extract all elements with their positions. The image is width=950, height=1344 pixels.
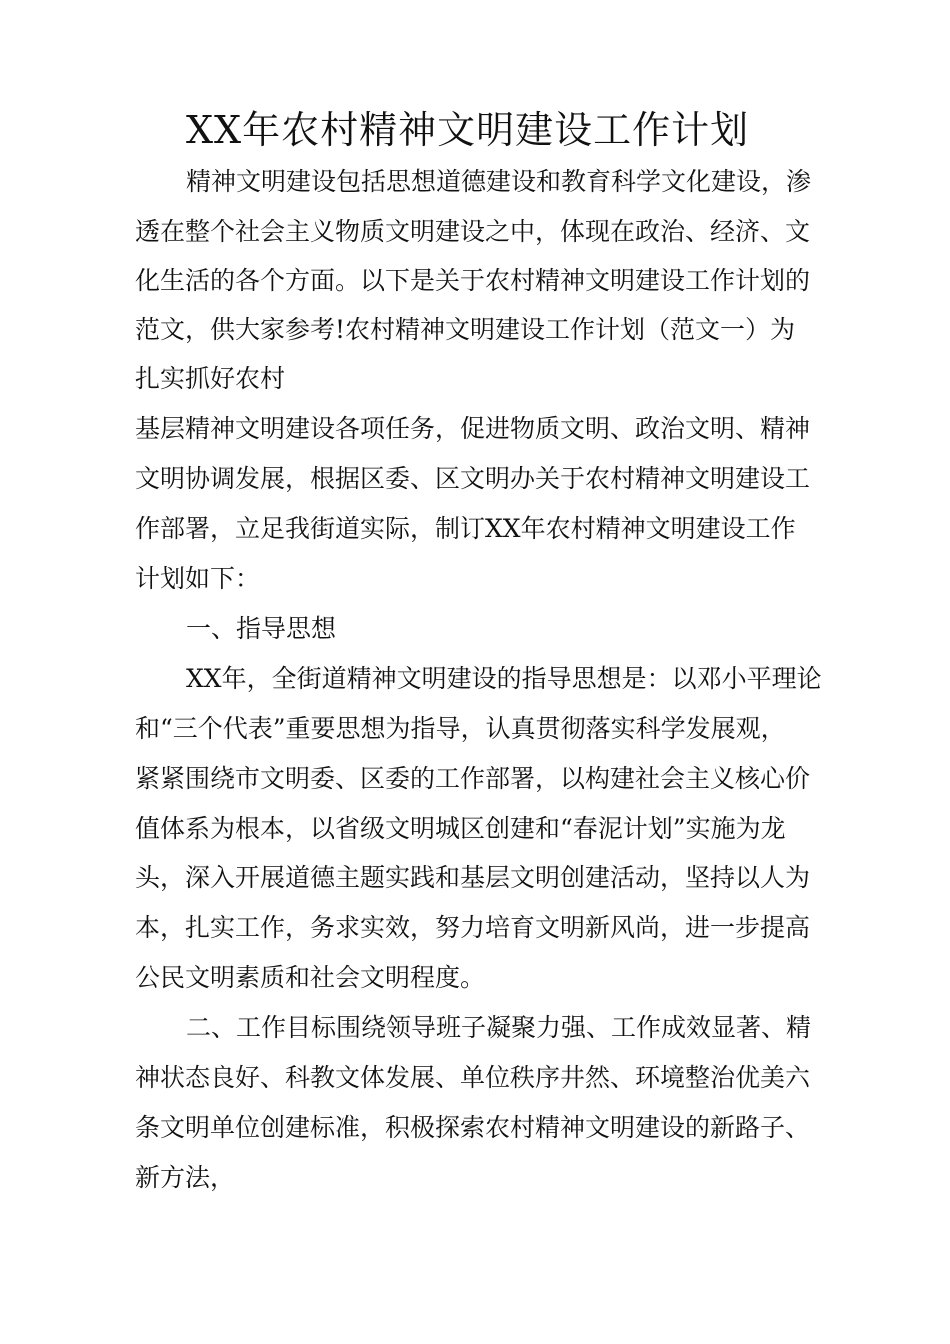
section-heading: 一、指导思想 <box>186 614 337 643</box>
paragraph-line: 公民文明素质和社会文明程度。 <box>135 963 486 992</box>
paragraph-line: 精神文明建设包括思想道德建设和教育科学文化建设，渗 <box>186 167 812 196</box>
document-title: XX年农村精神文明建设工作计划 <box>186 108 750 152</box>
paragraph-line: 条文明单位创建标准，积极探索农村精神文明建设的新路子、 <box>135 1113 811 1142</box>
paragraph-line: 化生活的各个方面。以下是关于农村精神文明建设工作计划的 <box>135 266 811 295</box>
paragraph-line: 范文，供大家参考!农村精神文明建设工作计划（范文一）为 <box>135 315 796 344</box>
paragraph-line: 文明协调发展，根据区委、区文明办关于农村精神文明建设工 <box>135 464 811 493</box>
paragraph-line: 本，扎实工作，务求实效，努力培育文明新风尚，进一步提高 <box>135 913 811 942</box>
paragraph-line: 扎实抓好农村 <box>135 364 286 393</box>
paragraph-line: 新方法， <box>135 1163 236 1192</box>
paragraph-line: 神状态良好、科教文体发展、单位秩序井然、环境整治优美六 <box>135 1063 811 1092</box>
paragraph-line: 值体系为根本，以省级文明城区创建和“春泥计划”实施为龙 <box>135 814 786 843</box>
paragraph-line: 计划如下： <box>135 564 261 593</box>
paragraph-line: 和“三个代表”重要思想为指导，认真贯彻落实科学发展观， <box>135 714 786 743</box>
paragraph-line: 头，深入开展道德主题实践和基层文明创建活动，坚持以人为 <box>135 863 811 892</box>
paragraph-line: 基层精神文明建设各项任务，促进物质文明、政治文明、精神 <box>135 414 811 443</box>
paragraph-line: 紧紧围绕市文明委、区委的工作部署，以构建社会主义核心价 <box>135 764 811 793</box>
paragraph-line: 透在整个社会主义物质文明建设之中，体现在政治、经济、文 <box>135 217 811 246</box>
paragraph-line: 二、工作目标围绕领导班子凝聚力强、工作成效显著、精 <box>186 1013 812 1042</box>
paragraph-line: XX年，全街道精神文明建设的指导思想是：以邓小平理论 <box>186 664 822 693</box>
paragraph-line: 作部署，立足我街道实际，制订XX年农村精神文明建设工作 <box>135 514 796 543</box>
